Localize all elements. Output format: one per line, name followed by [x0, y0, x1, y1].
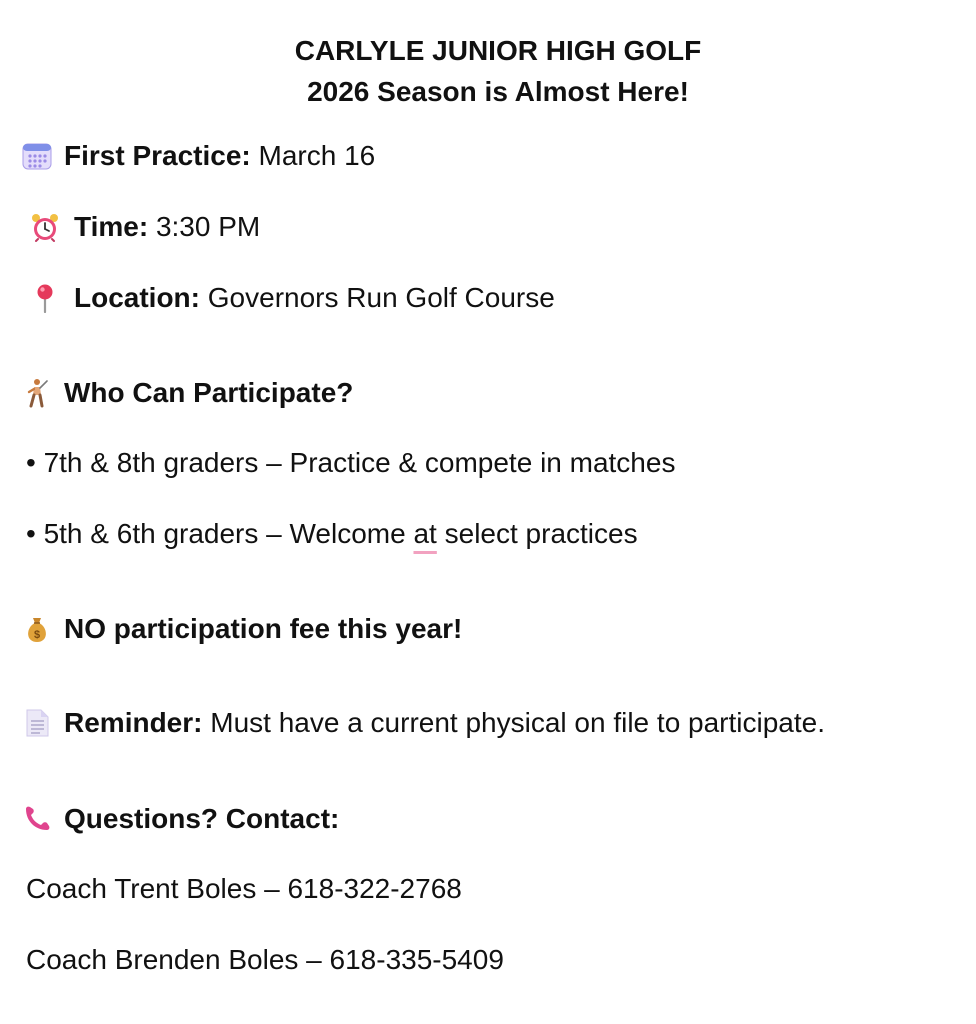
reminder-line — [22, 706, 825, 740]
participation-heading: Who Can Participate? — [64, 377, 354, 408]
coach-contact — [26, 943, 504, 977]
bullet-text: • 7th & 8th graders – Practice & compete in matches — [26, 447, 676, 478]
page-title: CARLYLE JUNIOR HIGH GOLF — [294, 35, 702, 66]
contact-heading: Questions? Contact: — [64, 803, 340, 834]
pin-icon — [30, 283, 60, 313]
phone-icon — [22, 804, 52, 834]
svg-text:$: $ — [33, 629, 41, 641]
first-practice-label: First Practice: — [64, 140, 251, 171]
location-line — [22, 281, 555, 315]
first-practice-line — [22, 139, 375, 173]
coach-contact-text: Coach Trent Boles – 618-322-2768 — [26, 873, 462, 904]
alarm-clock-icon — [30, 212, 60, 242]
participation-heading-line — [22, 376, 353, 410]
fee-line — [22, 612, 462, 646]
contact-heading-line — [22, 802, 339, 836]
fee-text: NO participation fee this year! — [64, 613, 463, 644]
location-label: Location: — [74, 282, 200, 313]
reminder-label: Reminder: — [64, 707, 203, 738]
time-line — [22, 210, 260, 244]
calendar-icon — [22, 141, 52, 171]
location-value: Governors Run Golf Course — [200, 282, 555, 313]
document-icon — [22, 708, 52, 738]
money-bag-icon — [22, 614, 52, 644]
bullet-text-end: select practices — [436, 518, 638, 549]
golfer-icon — [22, 378, 52, 408]
bullet-text: • 5th & 6th graders – Welcome — [26, 518, 414, 549]
time-value: 3:30 PM — [148, 211, 261, 242]
time-label: Time: — [74, 211, 149, 242]
spellcheck-marked-word[interactable]: at — [413, 518, 437, 549]
coach-contact-text: Coach Brenden Boles – 618-335-5409 — [26, 944, 504, 975]
reminder-value: Must have a current physical on file to participate. — [202, 707, 826, 738]
page-subtitle: 2026 Season is Almost Here! — [307, 76, 689, 107]
list-item — [26, 517, 638, 551]
coach-contact — [26, 872, 462, 906]
first-practice-value: March 16 — [250, 140, 376, 171]
list-item — [26, 446, 675, 480]
